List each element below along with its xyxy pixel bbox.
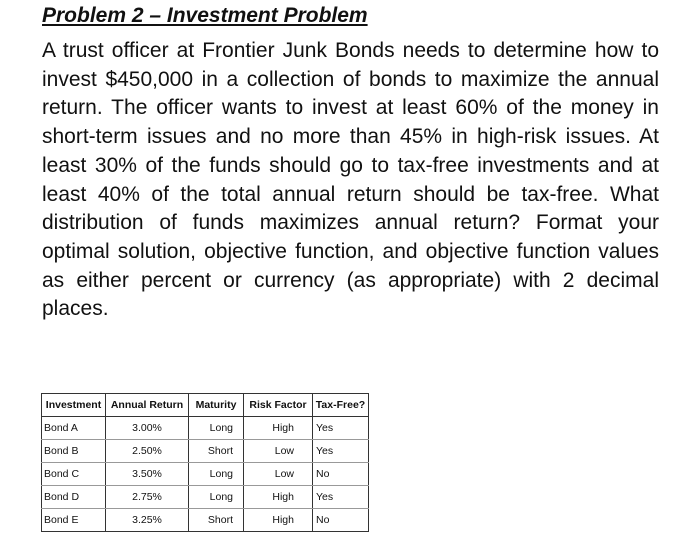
cell-investment: Bond B	[42, 440, 106, 463]
cell-tax-free: Yes	[313, 440, 369, 463]
cell-annual-return: 2.50%	[106, 440, 189, 463]
table-row	[42, 463, 369, 486]
table-header-row	[42, 394, 369, 417]
cell-risk-factor: Low	[244, 463, 313, 486]
cell-tax-free: Yes	[313, 417, 369, 440]
cell-maturity: Long	[189, 417, 244, 440]
cell-risk-factor: High	[244, 486, 313, 509]
cell-maturity: Long	[189, 486, 244, 509]
problem-title: Problem 2 – Investment Problem	[42, 4, 368, 27]
cell-maturity: Short	[189, 509, 244, 532]
table-row	[42, 440, 369, 463]
table-row	[42, 486, 369, 509]
cell-annual-return: 3.50%	[106, 463, 189, 486]
cell-risk-factor: High	[244, 509, 313, 532]
cell-tax-free: No	[313, 509, 369, 532]
table-row	[42, 417, 369, 440]
header-tax-free: Tax-Free?	[313, 394, 369, 417]
table-row	[42, 509, 369, 532]
cell-investment: Bond E	[42, 509, 106, 532]
cell-maturity: Long	[189, 463, 244, 486]
cell-risk-factor: High	[244, 417, 313, 440]
cell-tax-free: Yes	[313, 486, 369, 509]
problem-statement: A trust officer at Frontier Junk Bonds needs to determine how to invest $450,000 in a collection of bonds to maximize the annual return. The officer wants to invest at least 60% of the money in short-term issues and no more than 45% in high-risk issues. At least 30% of the funds should go to tax-free investments and at least 40% of the total annual return should be tax-free. What distribution of funds maximizes annual return? Format your optimal solution, objective function, and objective function values as either percent or currency (as appropriate) with 2 decimal places.	[42, 39, 659, 321]
cell-maturity: Short	[189, 440, 244, 463]
cell-tax-free: No	[313, 463, 369, 486]
cell-risk-factor: Low	[244, 440, 313, 463]
header-investment: Investment	[42, 394, 106, 417]
header-risk-factor: Risk Factor	[244, 394, 313, 417]
header-annual-return: Annual Return	[106, 394, 189, 417]
bond-table	[41, 393, 369, 532]
header-maturity: Maturity	[189, 394, 244, 417]
cell-investment: Bond C	[42, 463, 106, 486]
cell-investment: Bond A	[42, 417, 106, 440]
cell-investment: Bond D	[42, 486, 106, 509]
cell-annual-return: 3.00%	[106, 417, 189, 440]
cell-annual-return: 3.25%	[106, 509, 189, 532]
cell-annual-return: 2.75%	[106, 486, 189, 509]
